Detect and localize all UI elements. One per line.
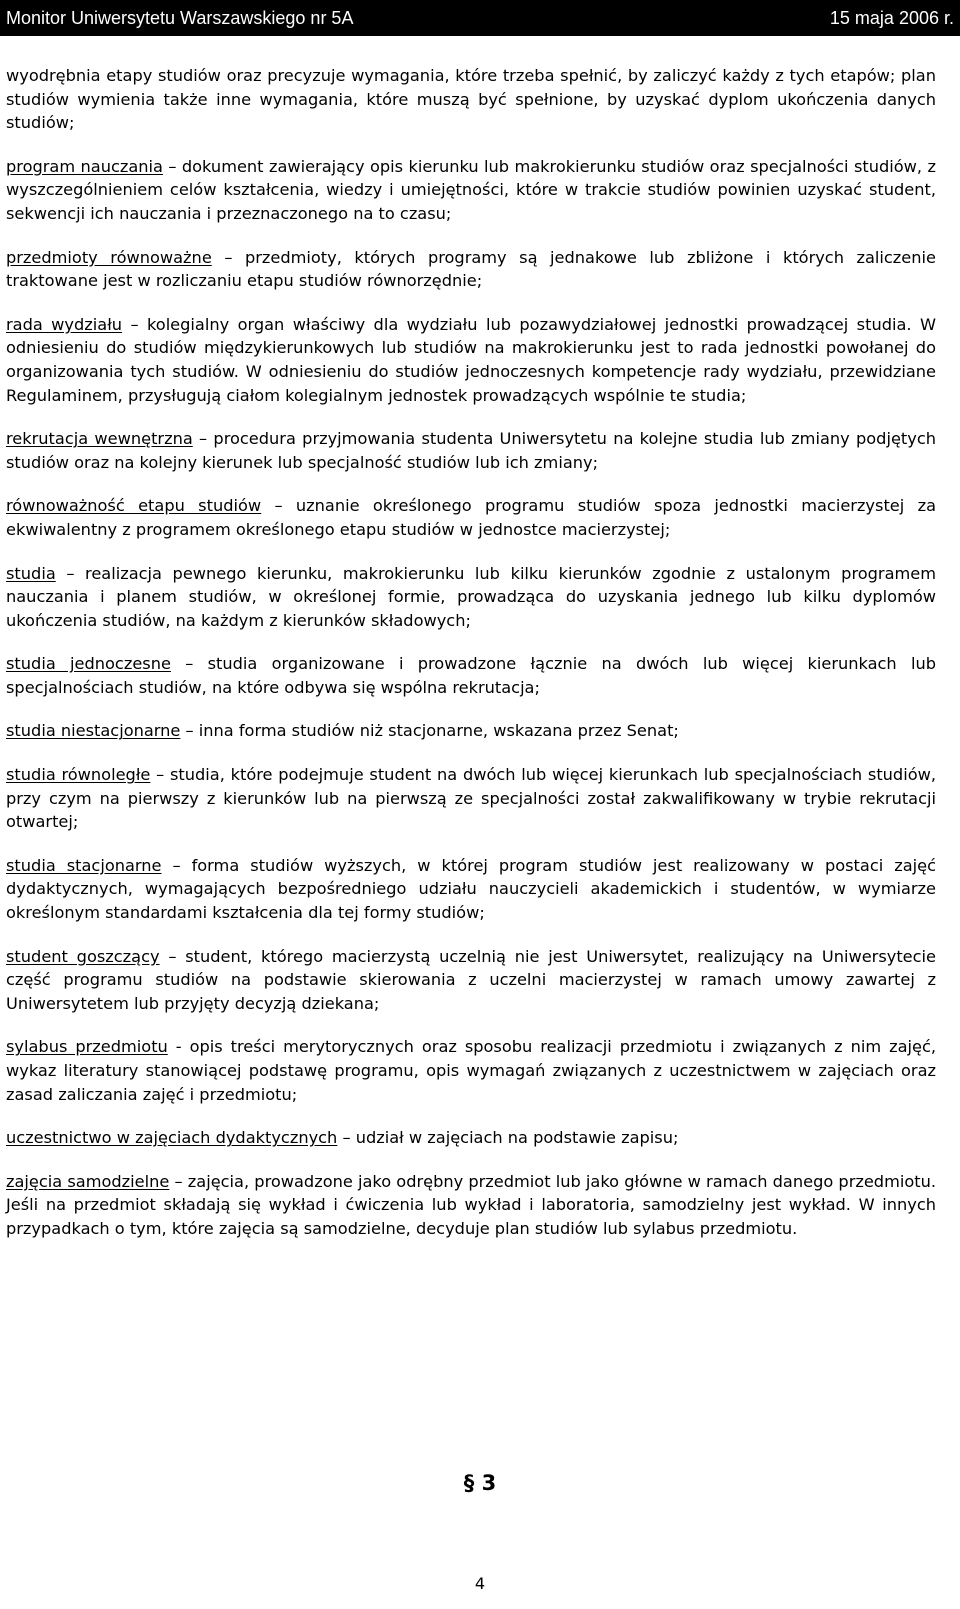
- definition-term: rada wydziału: [6, 314, 123, 334]
- definition-term: sylabus przedmiotu: [6, 1037, 168, 1057]
- definition-term: zajęcia samodzielne: [6, 1171, 170, 1191]
- definition-text: – realizacja pewnego kierunku, makrokierunku lub kilku kierunków zgodnie z ustalonym programem nauczania i planem studiów, w określonej formie, prowadząca do uzyskania jednego lub kilku dyplomów ukończenia studiów, na każdym z kierunków składowych;: [6, 563, 936, 630]
- page-number: 4: [474, 1574, 486, 1593]
- definition-term: student goszczący: [6, 946, 160, 966]
- definition-entry: [6, 1170, 936, 1241]
- definition-text: – udział w zajęciach na podstawie zapisu;: [337, 1128, 679, 1148]
- definition-text: – uznanie określonego programu studiów spoza jednostki macierzystej za ekwiwalentny z programem określonego etapu studiów w jednostce macierzystej;: [6, 496, 936, 539]
- definition-entry: [6, 763, 936, 834]
- definition-term: studia jednoczesne: [6, 654, 171, 674]
- definition-entry: [6, 854, 936, 925]
- section-heading: § 3: [463, 1471, 497, 1495]
- definition-term: studia niestacjonarne: [6, 721, 181, 741]
- definition-text: – kolegialny organ właściwy dla wydziału lub pozawydziałowej jednostki prowadzącej studia. W odniesieniu do studiów międzykierunkowych lub studiów na makrokierunku jest to rada jednostki powołanej do organizowania tych studiów. W odniesieniu do studiów jednoczesnych kompetencje rady wydziału, przewidziane Regulaminem, przysługują ciałom kolegialnym jednostek prowadzących wspólnie te studia;: [6, 314, 936, 405]
- definition-term: studia równoległe: [6, 765, 151, 785]
- definition-text: – inna forma studiów niż stacjonarne, wskazana przez Senat;: [180, 721, 679, 741]
- definition-text: – procedura przyjmowania studenta Uniwersytetu na kolejne studia lub zmiany podjętych studiów oraz na kolejny kierunek lub specjalność studiów lub ich zmiany;: [6, 429, 936, 472]
- definition-entry: [6, 64, 936, 135]
- definition-entry: [6, 246, 936, 293]
- header-title: Monitor Uniwersytetu Warszawskiego nr 5A: [6, 8, 354, 28]
- definition-text: – student, którego macierzystą uczelnią nie jest Uniwersytet, realizujący na Uniwersytecie część programu studiów na podstawie skierowania z uczelni macierzystej w ramach umowy zawartej z Uniwersytetem lub przyjęty decyzją dziekana;: [6, 946, 936, 1013]
- definition-text: wyodrębnia etapy studiów oraz precyzuje wymagania, które trzeba spełnić, by zaliczyć każdy z tych etapów; plan studiów wymienia także inne wymagania, które muszą być spełnione, by uzyskać dyplom ukończenia danych studiów;: [6, 66, 936, 133]
- definition-term: równoważność etapu studiów: [6, 496, 262, 516]
- definition-text: – studia organizowane i prowadzone łącznie na dwóch lub więcej kierunkach lub specjalnościach studiów, na które odbywa się wspólna rekrutacja;: [6, 654, 936, 697]
- definition-term: przedmioty równoważne: [6, 247, 212, 267]
- definition-term: uczestnictwo w zajęciach dydaktycznych: [6, 1128, 338, 1148]
- definition-term: studia: [6, 563, 56, 583]
- header-date: 15 maja 2006 r.: [829, 8, 954, 28]
- definition-text: – przedmioty, których programy są jednakowe lub zbliżone i których zaliczenie traktowane jest w rozliczaniu etapu studiów równorzędnie;: [6, 247, 936, 291]
- definition-entry: [6, 427, 936, 474]
- definition-term: studia stacjonarne: [6, 855, 162, 875]
- definition-entry: [6, 494, 936, 541]
- definition-text: – forma studiów wyższych, w której program studiów jest realizowany w postaci zajęć dydaktycznych, wymagających bezpośredniego udziału nauczycieli akademickich i studentów, w wymiarze określonym standardami kształcenia dla tej formy studiów;: [6, 855, 936, 923]
- definition-term: rekrutacja wewnętrzna: [6, 429, 193, 449]
- definition-entry: [6, 155, 936, 226]
- definition-entry: [6, 562, 936, 633]
- definition-term: program nauczania: [6, 156, 163, 176]
- definition-text: – dokument zawierający opis kierunku lub makrokierunku studiów oraz specjalności studiów, z wyszczególnieniem celów kształcenia, wiedzy i umiejętności, które w trakcie studiów powinien uzyskać student, sekwencji ich nauczania i przeznaczonego na to czasu;: [6, 156, 936, 223]
- document-body: [6, 64, 936, 1261]
- definition-entry: [6, 719, 936, 743]
- definition-entry: [6, 1035, 936, 1106]
- definition-text: - opis treści merytorycznych oraz sposobu realizacji przedmiotu i związanych z nim zajęć, wykaz literatury stanowiącej podstawę programu, opis wymagań związanych z uczestnictwem w zajęciach oraz zasad zaliczania zajęć i przedmiotu;: [6, 1037, 937, 1104]
- running-header: [0, 0, 960, 36]
- definition-text: – studia, które podejmuje student na dwóch lub więcej kierunkach lub specjalnościach studiów, przy czym na pierwszy z kierunków lub na pierwszą ze specjalności został zakwalifikowany w trybie rekrutacji otwartej;: [6, 765, 936, 832]
- definition-text: – zajęcia, prowadzone jako odrębny przedmiot lub jako główne w ramach danego przedmiotu. Jeśli na przedmiot składają się wykład i ćwiczenia lub wykład i laboratoria, samodzielny jest wykład. W innych przypadkach o tym, które zajęcia są samodzielne, decyduje plan studiów lub sylabus przedmiotu.: [6, 1171, 937, 1238]
- definition-entry: [6, 652, 936, 699]
- definition-entry: [6, 945, 936, 1016]
- definition-entry: [6, 1126, 936, 1150]
- definition-entry: [6, 313, 936, 407]
